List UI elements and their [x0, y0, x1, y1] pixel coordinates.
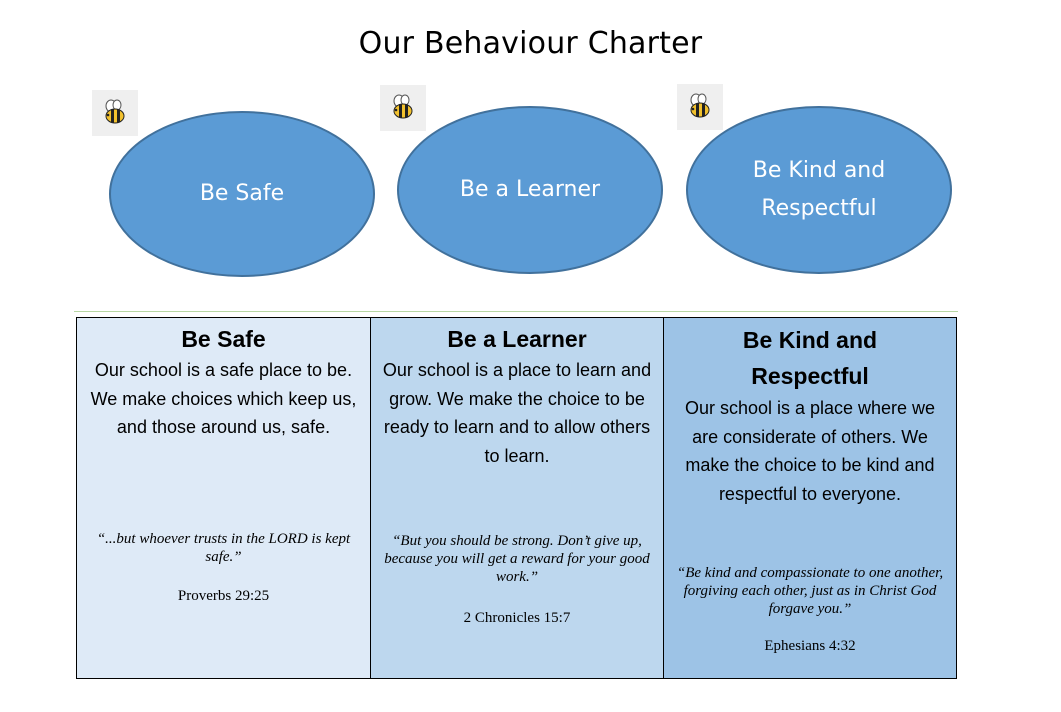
page-title: Our Behaviour Charter	[358, 26, 703, 61]
bible-verse: “But you should be strong. Don’t give up, because you will get a reward for your good work.”	[384, 533, 650, 585]
verse-reference: Ephesians 4:32	[764, 638, 856, 654]
column-text: Our school is a place to learn and grow. We make the choice to be ready to learn and to allow others to learn.	[382, 360, 652, 466]
column-heading: Be Kind and Respectful	[742, 327, 878, 389]
column-heading: Be Safe	[181, 326, 266, 352]
oval-label: Be a Learner	[459, 177, 601, 202]
bible-verse: “...but whoever trusts in the LORD is kept safe.”	[96, 531, 351, 565]
bee-icon	[677, 84, 723, 130]
oval-label: Be Safe	[199, 181, 285, 206]
column-text: Our school is a safe place to be. We make choices which keep us, and those around us, safe.	[90, 360, 357, 437]
verse-reference: 2 Chronicles 15:7	[463, 610, 571, 626]
column-text: Our school is a place where we are considerate of others. We make the choice to be kind and respectful to everyone.	[684, 398, 936, 504]
bible-verse: “Be kind and compassionate to one another, forgiving each other, just as in Christ God forgave you.”	[676, 565, 944, 617]
column-be-a-learner	[370, 317, 664, 679]
bee-icon	[380, 85, 426, 131]
column-be-safe	[76, 317, 371, 679]
verse-reference: Proverbs 29:25	[177, 588, 270, 604]
bee-icon	[92, 90, 138, 136]
be-a-learner-oval	[397, 106, 663, 274]
divider	[74, 311, 958, 312]
column-heading: Be a Learner	[447, 326, 587, 352]
column-be-kind-respectful	[663, 317, 957, 679]
be-safe-oval	[109, 111, 375, 277]
be-kind-respectful-oval	[686, 106, 952, 274]
oval-label: Be Kind and Respectful	[752, 158, 886, 221]
